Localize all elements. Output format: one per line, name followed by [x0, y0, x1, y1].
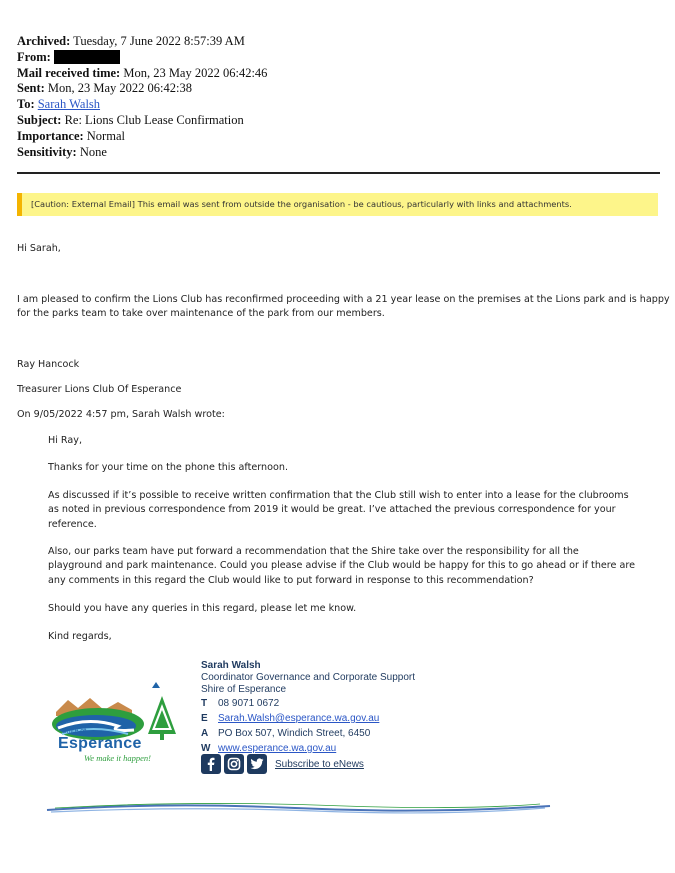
redacted-sender [54, 50, 120, 64]
quoted-paragraph-maintenance: Also, our parks team have put forward a recommendation that the Shire take over the responsibility for all the playground and park maintenance. Could you please advise if the Club would be happy for this to go ahead or if there are any comments in this regard the Club would like to put forward in response to this recommendation? [48, 546, 635, 586]
quoted-paragraph-lease: As discussed if it’s possible to receive written confirmation that the Club still wish to enter into a lease for the clubrooms as noted in previous correspondence from 2019 it would be great. I’ve attached the previous correspondence for your reference. [48, 490, 629, 530]
quoted-thanks: Thanks for your time on the phone this afternoon. [48, 462, 288, 473]
subject-row: Subject: Re: Lions Club Lease Confirmation [17, 112, 244, 127]
sender-title: Treasurer Lions Club Of Esperance [17, 384, 182, 395]
logo-small-text: Shire of [62, 728, 87, 735]
signature-title: Coordinator Governance and Corporate Support [201, 672, 416, 683]
shire-of-esperance-logo [48, 682, 188, 766]
signature-phone: 08 9071 0672 [218, 698, 280, 709]
header-divider [17, 172, 660, 174]
logo-tagline: We make it happen! [84, 753, 151, 763]
external-email-caution-banner: [Caution: External Email] This email was sent from outside the organisation - be cautious, particularly with links and attachments. [17, 193, 658, 216]
sensitivity-row: Sensitivity: None [17, 144, 107, 159]
signature-address-row: A PO Box 507, Windich Street, 6450 [201, 728, 371, 739]
facebook-icon[interactable] [201, 754, 221, 774]
signature-org: Shire of Esperance [201, 684, 287, 695]
instagram-icon[interactable] [224, 754, 244, 774]
quote-attribution: On 9/05/2022 4:57 pm, Sarah Walsh wrote: [17, 409, 225, 420]
archived-row: Archived: Tuesday, 7 June 2022 8:57:39 AM [17, 34, 245, 48]
to-row: To: Sarah Walsh [17, 97, 101, 112]
from-row: From: [17, 50, 267, 66]
social-links [201, 754, 364, 774]
signature-address: PO Box 507, Windich Street, 6450 [218, 728, 371, 739]
signature-website-link[interactable]: www.esperance.wa.gov.au [218, 743, 337, 754]
sent-row: Sent: Mon, 23 May 2022 06:42:38 [17, 81, 193, 96]
to-recipient-link[interactable]: Sarah Walsh [37, 97, 101, 112]
greeting: Hi Sarah, [17, 243, 61, 254]
email-header [17, 34, 267, 160]
subscribe-enews-link[interactable]: Subscribe to eNews [275, 758, 364, 770]
signature-divider-swoosh [45, 798, 555, 820]
quoted-queries: Should you have any queries in this regard, please let me know. [48, 603, 357, 614]
quoted-closing: Kind regards, [48, 631, 112, 642]
logo-wordmark: Esperance [58, 735, 142, 752]
signature-name: Sarah Walsh [201, 660, 261, 671]
message-paragraph: I am pleased to confirm the Lions Club has reconfirmed proceeding with a 21 year lease on the premises at the Lions park and is happy for the parks team to take over maintenance of the park from our members. [17, 294, 670, 320]
quoted-greeting: Hi Ray, [48, 435, 82, 446]
signature-website-row: W www.esperance.wa.gov.au [201, 743, 337, 754]
signature-phone-row: T 08 9071 0672 [201, 698, 280, 709]
signature-email-row: E Sarah.Walsh@esperance.wa.gov.au [201, 713, 380, 724]
received-row: Mail received time: Mon, 23 May 2022 06:42:46 [17, 65, 268, 80]
sender-name: Ray Hancock [17, 359, 80, 370]
signature-email-link[interactable]: Sarah.Walsh@esperance.wa.gov.au [218, 713, 380, 724]
twitter-icon[interactable] [247, 754, 267, 774]
importance-row: Importance: Normal [17, 128, 125, 143]
